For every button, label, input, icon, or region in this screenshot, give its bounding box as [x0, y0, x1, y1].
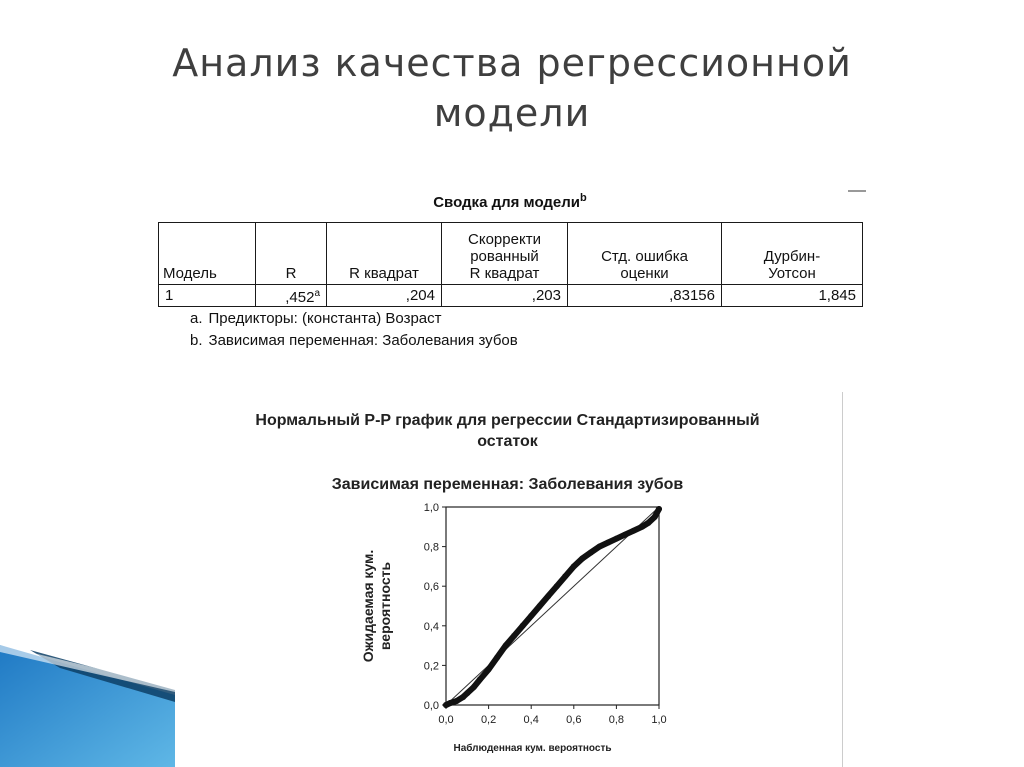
- cell-r-superscript: a: [314, 288, 320, 299]
- data-point: [464, 690, 470, 696]
- data-point: [454, 698, 460, 704]
- data-point: [477, 676, 483, 682]
- header-model-text: Модель: [163, 265, 217, 282]
- y-axis-label: [360, 550, 393, 663]
- note-b-text: Зависимая переменная: Заболевания зубов: [208, 332, 518, 349]
- y-tick-label: 1,0: [423, 502, 439, 514]
- table-note-a: [190, 308, 518, 330]
- slide-title: [100, 38, 924, 138]
- decorative-corner-shape: [0, 640, 175, 767]
- table-row: [159, 285, 863, 307]
- y-tick-label: 0,6: [423, 581, 439, 594]
- note-a-letter: a.: [190, 310, 203, 327]
- data-point: [528, 613, 534, 619]
- table-title-superscript: b: [580, 192, 587, 204]
- x-axis-label: Наблюденная кум. вероятность: [453, 743, 612, 754]
- y-axis-label-line: вероятность: [377, 561, 393, 651]
- data-point: [486, 666, 492, 672]
- pp-plot-block: [180, 392, 845, 767]
- header-adj-line-2: рованный: [470, 248, 539, 265]
- data-point: [605, 540, 611, 546]
- data-point: [447, 700, 453, 706]
- data-point: [652, 514, 658, 520]
- note-a-text: Предикторы: (константа) Возраст: [208, 310, 442, 327]
- note-b-letter: b.: [190, 332, 203, 349]
- header-r-squared-text: R квадрат: [349, 265, 419, 282]
- header-adj-line-1: Скорректи: [468, 231, 541, 248]
- y-tick-label: 0,0: [423, 700, 439, 712]
- chart-subtitle: Зависимая переменная: Заболевания зубов: [331, 476, 684, 493]
- header-std-error: [568, 223, 722, 285]
- model-summary-table-block: [155, 185, 875, 360]
- data-point: [562, 573, 568, 579]
- header-r: [256, 223, 327, 285]
- data-point: [656, 506, 662, 512]
- data-point: [503, 643, 509, 649]
- header-r-squared: [327, 223, 442, 285]
- header-model: [159, 223, 256, 285]
- data-point: [630, 528, 636, 534]
- chart-title-line-1: Нормальный P-P график для регрессии Стандартизированный: [255, 412, 760, 429]
- data-point: [571, 563, 577, 569]
- header-adjusted-r-squared: [442, 223, 568, 285]
- data-point: [554, 583, 560, 589]
- cell-durbin-watson: 1,845: [722, 285, 863, 307]
- data-point: [494, 654, 500, 660]
- header-dw-line-2: Уотсон: [768, 265, 816, 282]
- y-tick-label: 0,2: [423, 660, 439, 673]
- cell-std-error: ,83156: [568, 285, 722, 307]
- header-std-line-1: Стд. ошибка: [601, 248, 688, 265]
- y-tick-label: 0,8: [423, 541, 439, 554]
- model-summary-table: [158, 222, 863, 307]
- data-point: [613, 536, 619, 542]
- table-title-text: Сводка для модели: [433, 194, 581, 211]
- pp-plot-svg: [180, 392, 845, 767]
- data-point: [537, 603, 543, 609]
- cell-model: 1: [159, 285, 256, 307]
- x-tick-label: 1,0: [651, 714, 667, 726]
- data-point: [520, 623, 526, 629]
- data-point: [545, 593, 551, 599]
- data-point: [471, 684, 477, 690]
- table-note-b: [190, 330, 518, 352]
- header-dw-line-1: Дурбин-: [763, 248, 821, 265]
- x-tick-label: 0,4: [523, 714, 539, 726]
- x-tick-label: 0,8: [608, 714, 625, 726]
- data-point: [511, 633, 517, 639]
- x-tick-label: 0,2: [480, 714, 497, 726]
- slide-title-line-1: Анализ качества регрессионной: [172, 41, 852, 85]
- cell-r-value: ,452: [285, 289, 315, 306]
- header-std-line-2: оценки: [620, 265, 669, 282]
- header-r-text: R: [285, 265, 297, 282]
- data-point: [596, 544, 602, 550]
- header-durbin-watson: [722, 223, 863, 285]
- data-point: [622, 532, 628, 538]
- y-axis-label-line: Ожидаемая кум.: [360, 549, 376, 663]
- table-notes: [190, 308, 518, 352]
- table-title: [155, 192, 865, 211]
- data-point: [645, 520, 651, 526]
- x-tick-label: 0,6: [566, 714, 582, 726]
- data-point: [588, 550, 594, 556]
- table-header-row: [159, 223, 863, 285]
- cell-r: [256, 285, 327, 307]
- cell-adjusted-r-squared: ,203: [442, 285, 568, 307]
- chart-title-line-2: остаток: [477, 433, 538, 450]
- data-point: [639, 524, 645, 530]
- slide-title-line-2: модели: [433, 91, 591, 135]
- cell-r-squared: ,204: [327, 285, 442, 307]
- x-tick-label: 0,0: [438, 714, 454, 726]
- data-point: [579, 555, 585, 561]
- y-tick-label: 0,4: [423, 620, 439, 633]
- header-adj-line-3: R квадрат: [469, 265, 540, 282]
